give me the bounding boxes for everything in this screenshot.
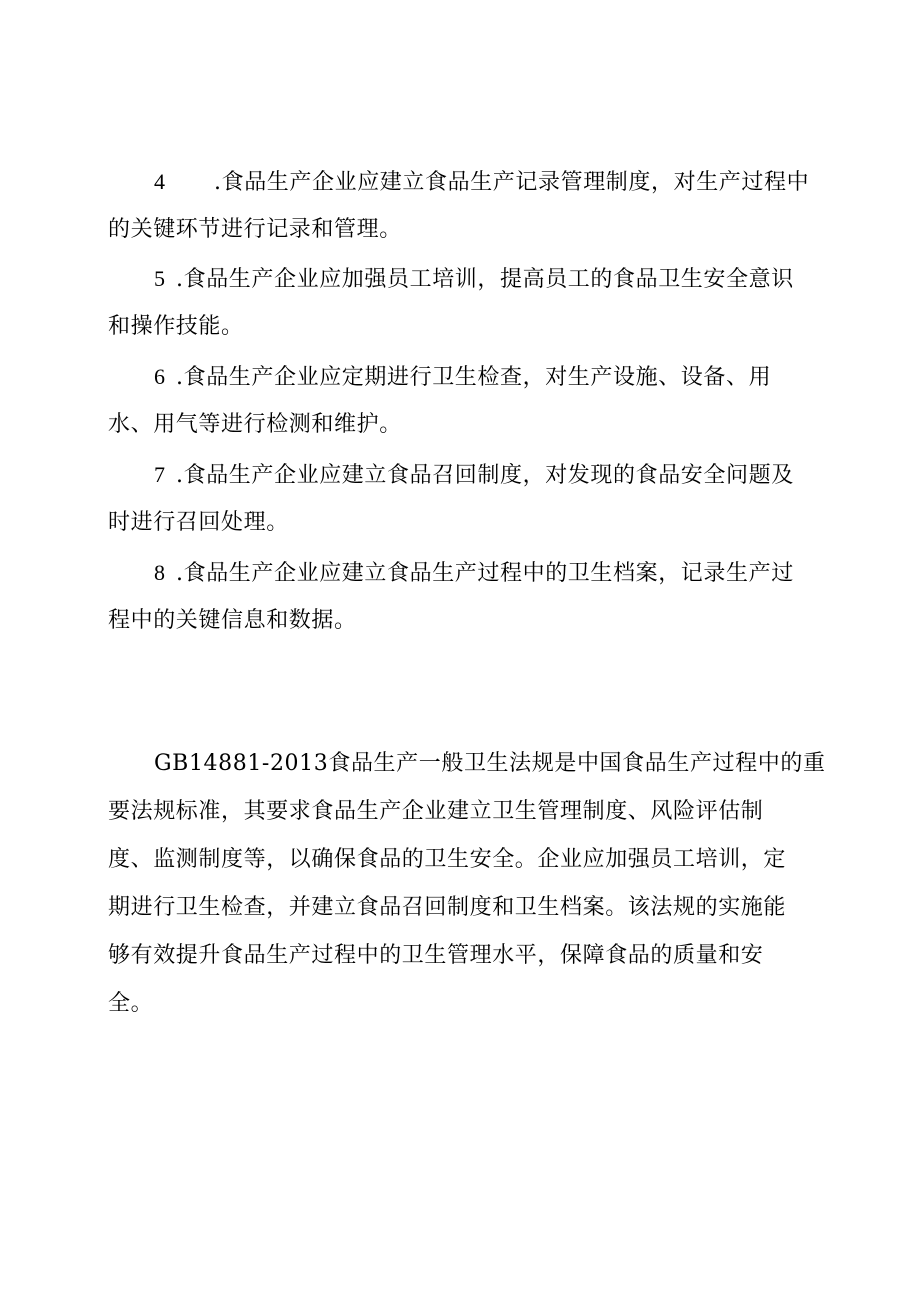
item-text: .食品生产企业应加强员工培训，提高员工的食品卫生安全意识 — [176, 267, 794, 292]
list-item-6 — [108, 353, 828, 449]
list-item-line — [108, 353, 828, 401]
summary-line: 够有效提升食品生产过程中的卫生管理水平，保障食品的质量和安 — [108, 943, 764, 968]
summary-paragraph — [108, 740, 828, 1028]
item-number: 5 — [154, 266, 166, 291]
item-text-continued: 和操作技能。 — [108, 314, 244, 339]
item-text-continued: 水、用气等进行检测和维护。 — [108, 412, 402, 437]
list-item-4 — [108, 158, 828, 254]
summary-line: 要法规标准，其要求食品生产企业建立卫生管理制度、风险评估制 — [108, 799, 764, 824]
summary-line: 期进行卫生检查，并建立食品召回制度和卫生档案。该法规的实施能 — [108, 895, 787, 920]
list-item-line — [108, 255, 828, 303]
item-text-continued: 程中的关键信息和数据。 — [108, 608, 357, 633]
item-number: 4 — [154, 169, 166, 194]
list-item-7 — [108, 451, 828, 547]
item-text: .食品生产企业应建立食品召回制度，对发现的食品安全问题及 — [176, 463, 794, 488]
summary-line: GB14881-2013食品生产一般卫生法规是中国食品生产过程中的重 — [154, 751, 826, 776]
item-text-continued: 时进行召回处理。 — [108, 510, 289, 535]
item-text: .食品生产企业应定期进行卫生检查，对生产设施、设备、用 — [176, 365, 772, 390]
item-number: 8 — [154, 560, 166, 585]
item-number: 6 — [154, 364, 166, 389]
list-item-line — [108, 158, 828, 206]
summary-line: 度、监测制度等，以确保食品的卫生安全。企业应加强员工培训，定 — [108, 847, 787, 872]
list-item-5 — [108, 255, 828, 351]
item-number: 7 — [154, 462, 166, 487]
item-text-continued: 的关键环节进行记录和管理。 — [108, 217, 402, 242]
list-item-8 — [108, 549, 828, 645]
item-text: .食品生产企业应建立食品生产过程中的卫生档案，记录生产过 — [176, 561, 794, 586]
list-item-line — [108, 549, 828, 597]
summary-line: 全。 — [108, 991, 154, 1016]
list-item-line — [108, 451, 828, 499]
item-text: .食品生产企业应建立食品生产记录管理制度，对生产过程中 — [214, 170, 810, 195]
